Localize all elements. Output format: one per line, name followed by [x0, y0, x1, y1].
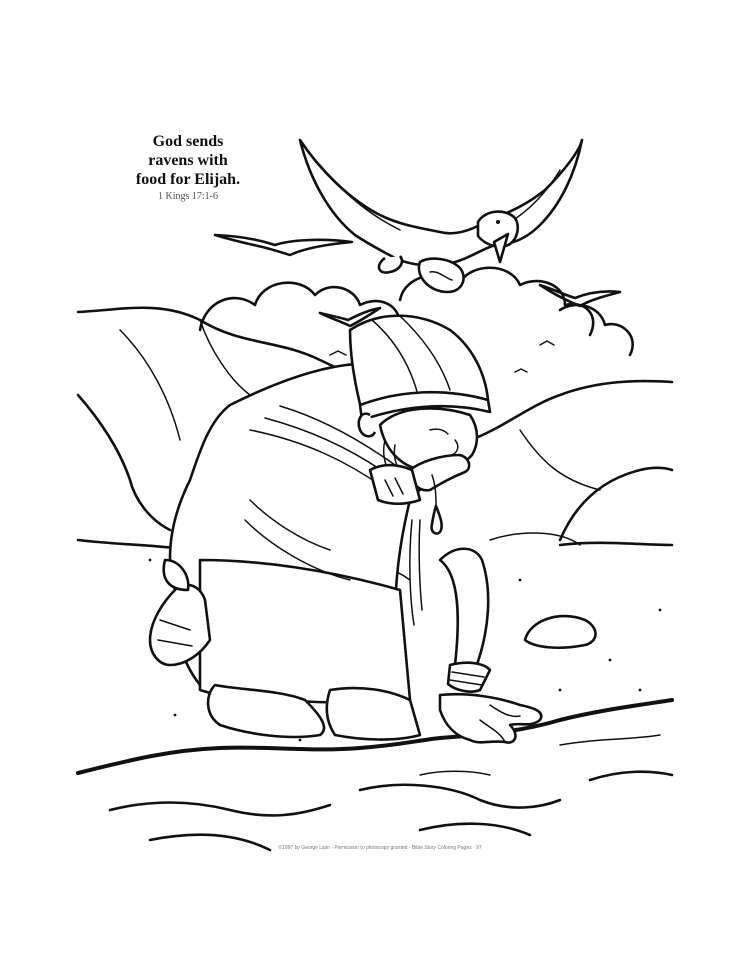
caption-line-1: God sends — [152, 133, 224, 150]
copyright-credit: ©1997 by George Lipin · Permission to photocopy granted · Bible Story Coloring Pages · 97 — [278, 845, 482, 851]
caption-line-3: food for Elijah. — [135, 171, 241, 188]
caption-title — [118, 132, 258, 189]
elijah-drinking — [150, 316, 541, 743]
raven-with-food — [300, 140, 582, 292]
scripture-reference: 1 Kings 17:1-6 — [158, 191, 218, 202]
caption-line-2: ravens with — [148, 152, 228, 169]
